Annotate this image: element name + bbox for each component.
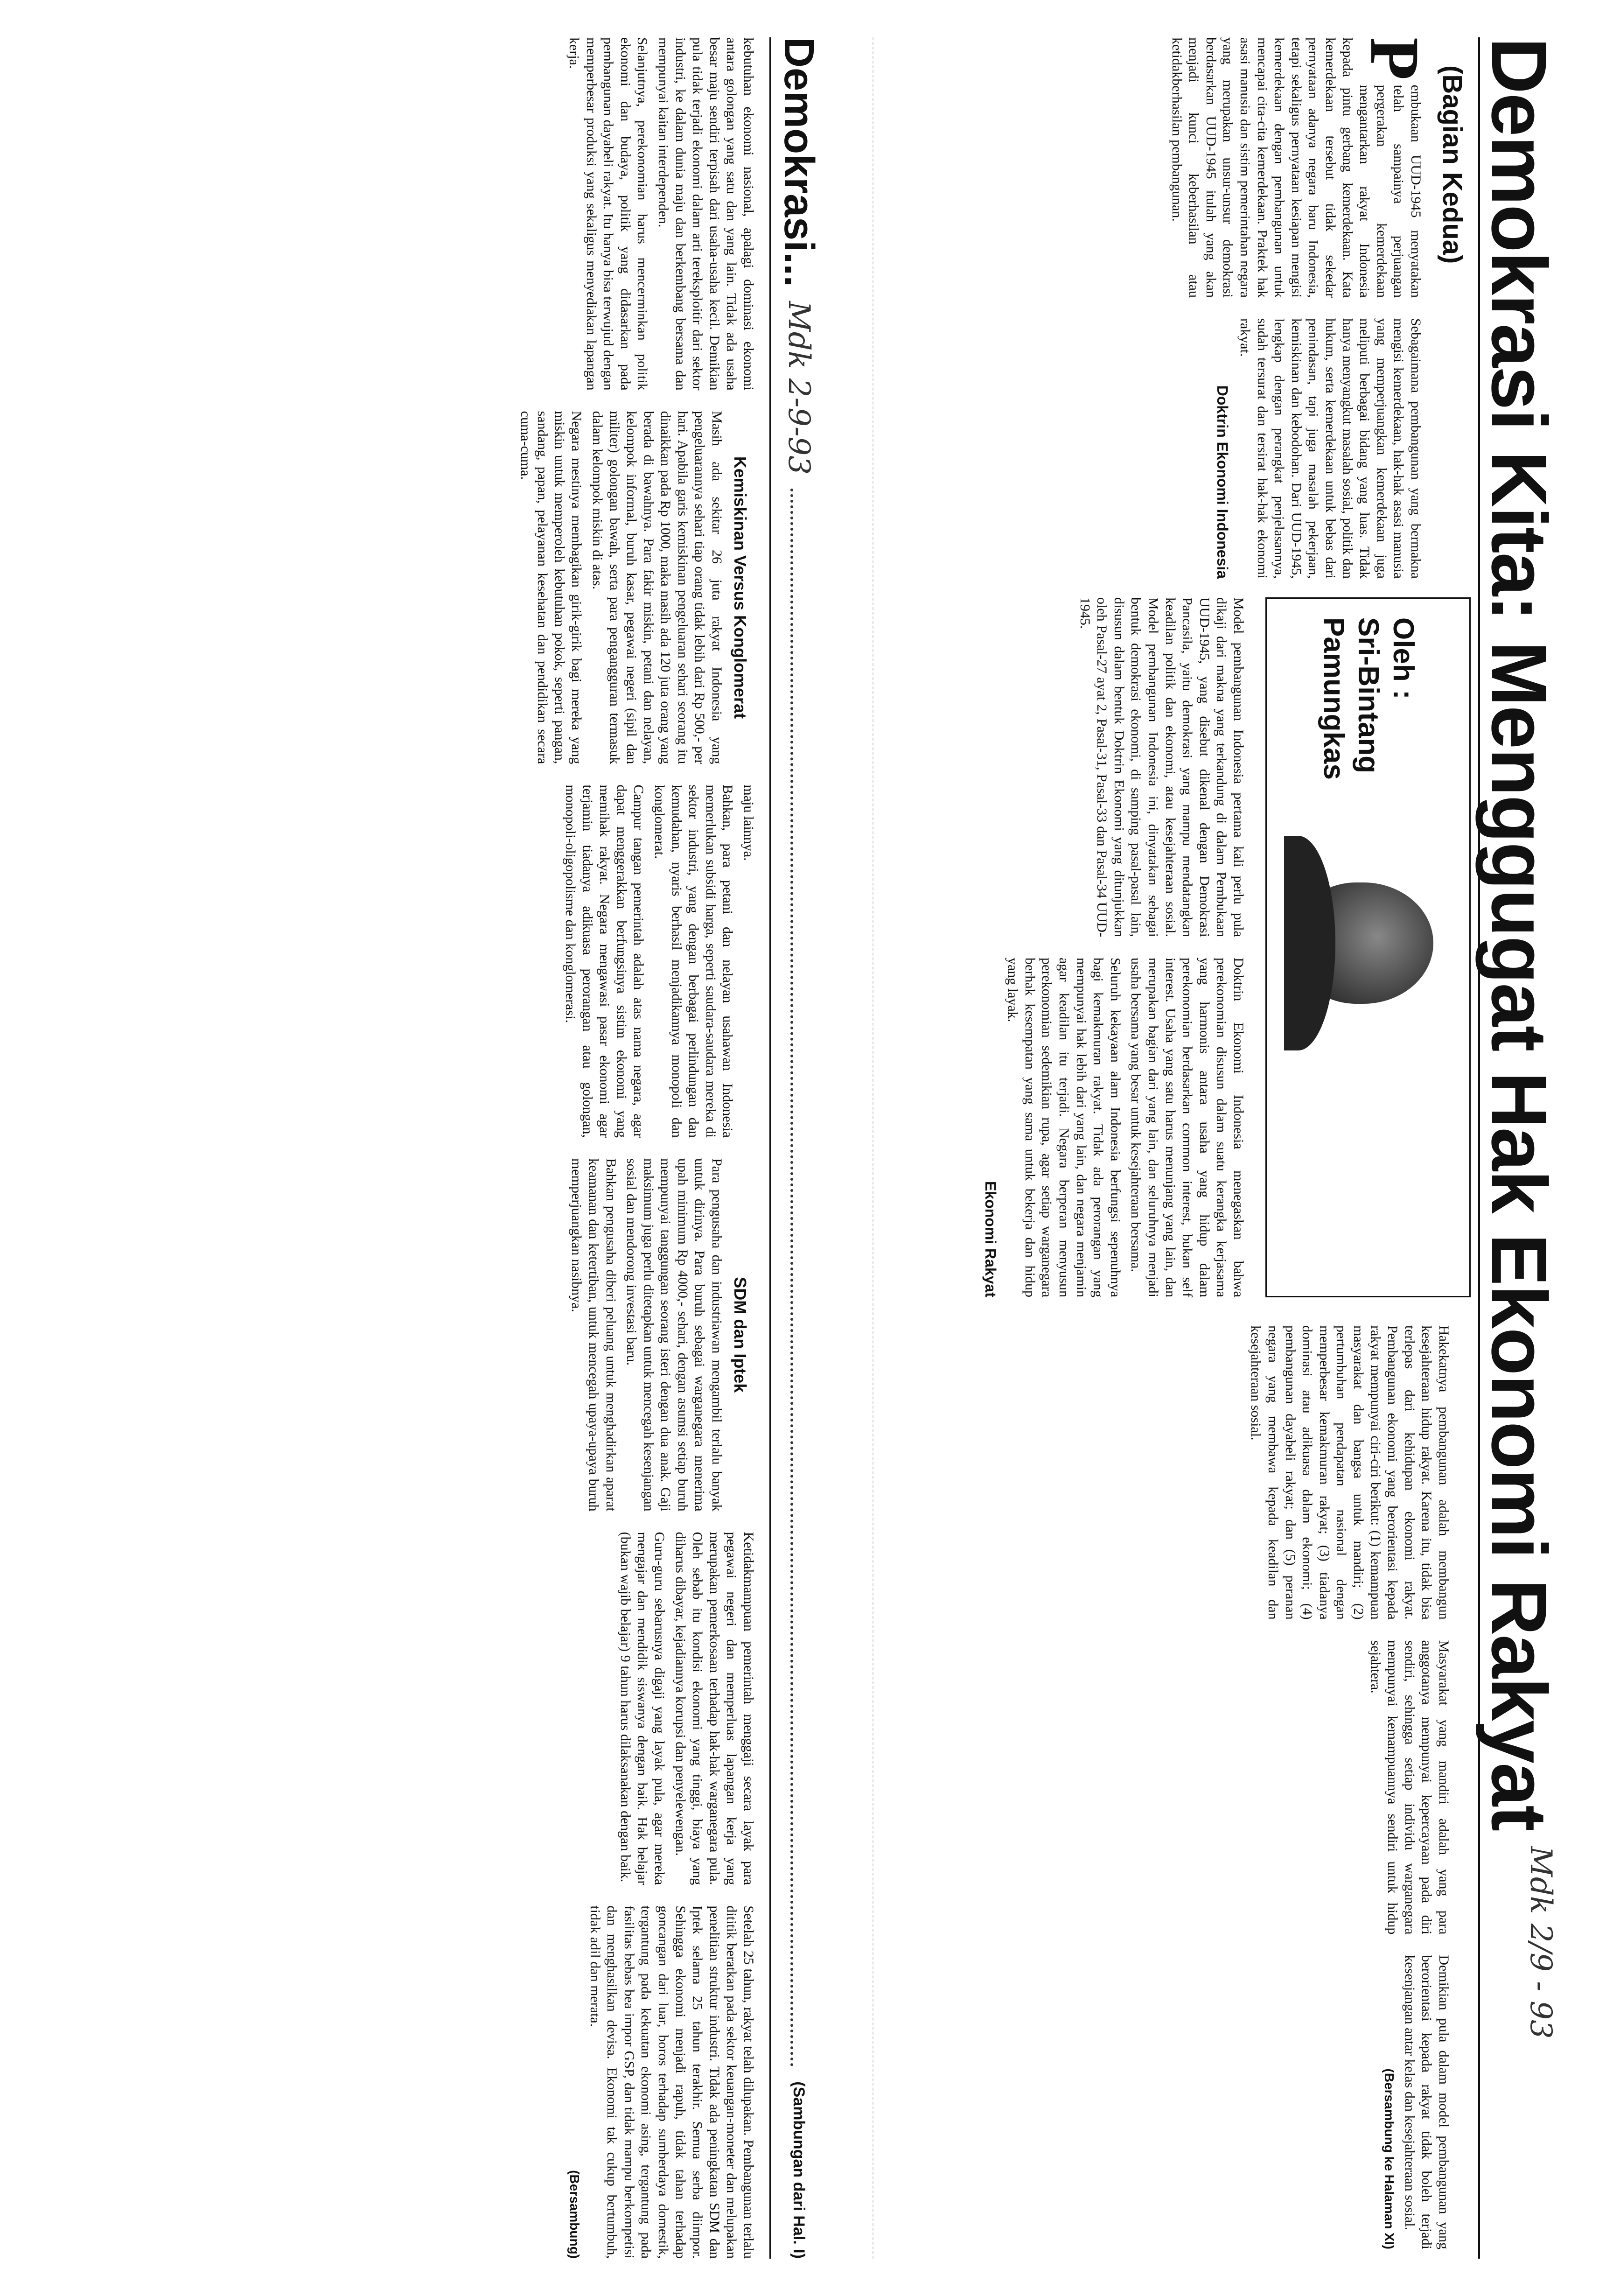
continuation-title: Demokrasi... [775,37,823,287]
headline: Demokrasi Kita: Menggugat Hak Ekonomi Rakyat [1475,37,1563,1831]
dotted-leader [790,489,793,2067]
paragraph: Doktrin Ekonomi Indonesia menegaskan bahwa perekonomian disusun dalam suatu kerangka kerjasama yang harmonis antara usaha yang hidup dalam perekonomian berdasarkan common interest, bukan self interest. Usaha yang satu harus menunjang yang lain, dan merupakan bagian dari yang lain, dan seluruhnya menjadi usaha bersama yang besar untuk kesejahteraan bersama. [1128,958,1246,1297]
handwritten-date-note: Mdk 2/9 - 93 [1523,1846,1558,2039]
handwritten-date-note: Mdk 2-9-93 [782,301,816,475]
column [1164,37,1433,298]
paragraph: Bahkan pengusaha diberi peluang untuk menghadirkan aparat keamanan dan ketertiban, untuk mencegah upaya-upaya buruh memperjuangkan nasibnya. [569,1158,619,1512]
paragraph: Bahkan, para petani dan nelayan usahawan Indonesia memerlukan subsidi harga, seperti saudara-saudara mereka di sektor industri, yang dengan berbagai perlindungan dan kemudahan, nyaris berhasil menjadikannya monopoli dan konglomerat. [652,784,736,1138]
continuation-header [769,37,827,2259]
byline-box [1265,597,1471,1297]
column [513,37,757,391]
column [1243,1640,1452,1935]
newspaper-sheet [24,37,1601,2259]
column [513,411,757,764]
column [513,1532,757,1885]
top-clipping [873,37,1601,2259]
paragraph: Seluruh kekayaan alam Indonesia berfungsi sepenuhnya bagi kemakmuran rakyat. Tidak ada perorangan yang mempunyai hak lebih dari yang lain, dan negara menjamin agar keadilan itu terjadi. Negara berperan menyusun perekonomian sedemikian rupa, agar setiap warganegara berhak kesempatan yang sama untuk bekerja dan hidup yang layak. [1005,958,1123,1297]
section-heading: Ekonomi Rakyat [982,1181,999,1297]
bottom-clipping [34,37,827,2259]
column [513,1905,757,2259]
top-middle-columns [978,597,1247,1297]
paragraph: Guru-guru sebarusnya digaji yang layak pula, agar mereka mengajar dan mendidik siswanya dengan baik. Hak belajar (bukan wajib belajar) 9 tahun harus dilaksanakan dengan baik. [617,1532,668,1885]
top-right-columns [1243,1325,1452,2249]
paragraph: Model pembangunan Indonesia pertama kali perlu pula dikaji dari makna yang terkandung di dalam Pembukaan UUD-1945, yang disebut dikenal dengan Demokrasi Pancasila, yaitu demokrasi yang mampu mendatangkan keadilan politik dan ekonomi, atau kesejahteraan sosial. Model pembangunan Indonesia ini, dinyatakan sebagai bentuk demokrasi ekonomi, di samping pasal-pasal lain, disusun dalam bentuk Doktrin Ekonomi yang ditunjukkan oleh Pasal-27 ayat 2, Pasal-31, Pasal-33 dan Pasal-34 UUD-1945. [1077,597,1246,937]
continued-note: (Bersambung ke Halaman XI) [1382,2068,1397,2249]
column [978,958,1247,1297]
section-heading: Kemiskinan Versus Konglomerat [731,456,750,719]
subheadline: (Bagian Kedua) [1437,65,1467,264]
author-name-line-1: Sri-Bintang [1352,617,1385,774]
paragraph: Selanjutnya, perekonomian harus mencerminkan politik ekonomi dan budaya, politik yang didasarkan pada pembangunan dayabeli rakyat. Itu hanya bisa terwujud dengan memperbesar produksi yang sekaligus menyediakan lapangan kerja. [566,37,650,391]
paragraph: Masyarakat yang mandiri adalah yang para anggotanya mempunyai kepercayaan pada diri sendiri, sehingga setiap individu warganegara mempunyai kemampuannya sendiri untuk hidup sejahtera. [1368,1640,1452,1935]
column [978,597,1247,937]
headline-band [1475,37,1601,2259]
paragraph: Ketidakmampuan pemerintah menggaji secara layak para pegawai negeri dan memperluas lapangan kerja yang merupakan pemerkosaan terhadap hak-hak warganegara pula. Oleh sebab itu kondisi ekonomi yang tinggi, biaya yang diharus dibayar, kejadiannya korupsi dan penyelewengan. [672,1532,756,1885]
paragraph: Pembukaan UUD-1945 menyatakan telah sampainya perjuangan pergerakan kemerdekaan mengantarkan rakyat Indonesia kepada pintu gerbang kemerdekaan. Kata kemerdekaan tersebut tidak sekedar pernyataan adanya negara baru Indonesia, tetapi sekaligus pernyataan kesiapan mengisi kemerdekaan dengan pembangunan untuk mencapai cita-cita kemerdekaan. Praktek hak asasi manusia dan sistim pemerintahan negara yang merupakan unsur-unsur demokrasi berdasarkan UUD-1945 itulah yang akan menjadi kunci keberhasilan atau ketidakberhasilan pembangunan. [1169,37,1433,298]
paragraph: Setelah 25 tahun, rakyat telah dilupakan. Pembangunan terlalu dititik beratkan pada sektor keuangan-moneter dan melupakan penelitian struktur industri. Tidak ada peningkatan SDM dan Iptek selama 25 tahun terakhir. Semua serba diimpor. Sehingga ekonomi menjadi rapuh, tidak tahan terhadap goncangan dari luar, boros terhadap sumberdaya domestik, tergantung pada kekuatan ekonomi asing, tergantung pada fasilitas bebas bea impor GSP, dan tidak mampu berkompetisi dan menghasilkan devisa. Ekonomi tak cukup bertumbuh, tidak adil dan merata. [587,1905,756,2259]
byline-label: Oleh : [1387,617,1419,700]
author-photo [1284,808,1452,1050]
column [1243,1955,1452,2249]
paragraph: kebutuhan ekonomi nasional, apalagi dominasi ekonomi antara golongan yang satu dan yang lain. Tidak ada usaha besar maju sendiri terpisah dari usaha-usaha kecil. Demikian pula tidak terjadi ekonomi dalam arti tereksploitir dari sektor industri, ke dalam dunia maju dan berkembang bersama dan mempunyai kaitan interdependen. [656,37,756,391]
top-left-columns [1164,37,1433,579]
section-heading: Doktrin Ekonomi Indonesia [1214,385,1231,579]
paragraph: Sebagaimana pembangunan yang bermakna mengisi kemerdekaan, hak-hak asasi manusia yang memperjuangkan kemerdekaan juga meliputi berbagai bidang yang luas. Tidak hanya menyangkut masalah sosial, politik dan hukum, serta kemerdekaan untuk bebas dari penindasan, tapi juga masalah pekerjaan, kemiskinan dan kebodohan. Dari UUD-1945, lengkap dengan perangkat penjelasannya, sudah tersurat dan tersirat hak-hak ekonomi rakyat. [1237,318,1424,579]
column [513,1158,757,1512]
paragraph: Demikian pula dalam model pembangunan yang berorientasi kepada rakyat tidak boleh terjadi kesenjangan antar kelas dan kesejahteraan sosial. [1402,1955,1452,2249]
bottom-columns [513,37,757,2259]
paragraph: Para pengusaha dan industriawan mengambil terlalu banyak untuk dirinya. Para buruh sebagai warganegara menerima upah minimum Rp 4000,- sehari, dengan asumsi setiap buruh mempunyai tanggungan seorang isteri dengan dua anak. Gaji maksimum juga perlu ditetapkan untuk mencegah kesenjangan sosial dan mendorong investasi baru. [624,1158,725,1512]
column [1164,318,1424,579]
paragraph: Hakekatnya pembangunan adalah membangun kesejahteraan hidup rakyat. Karena itu, tidak bisa terlepas dari kehidupan ekonomi rakyat. Pembangunan ekonomi yang berorientasi kepada rakyat mempunyai ciri-ciri berikut: (1) kemampuan masyarakat dan bangsa untuk mandiri; (2) pertumbuhan pendapatan nasional dengan memperbesar kemakmuran rakyat; (3) tiadanya dominasi atau adikuasa dalam ekonomi; (4) pembangunan dayabeli rakyat; dan (5) peranan negara yang membawa kepada keadilan dan kesejahteraan sosial. [1248,1325,1452,1620]
continued-from-note: (Sambungan dari Hal. I) [790,2081,808,2259]
author-photo-shoulders [1284,836,1335,1050]
section-heading: SDM dan Iptek [731,1277,750,1393]
paragraph: Campur tangan pemerintah adalah atas nama negara, agar dapat menggerakkan berfungsinya sistim ekonomi yang memihak rakyat. Negara mengawasi pasar ekonomi agar terjamin tiadanya adikuasa perorangan atau golongan, monopoli-oligopolisme dan konglomerasi. [563,784,647,1138]
column [1243,1325,1452,1620]
author-name-line-2: Pamungkas [1317,617,1350,780]
paragraph: Masih ada sekitar 26 juta rakyat Indonesia yang pengeluarannya sehari tiap orang tidak lebih dari Rp 500,- per hari. Apabila garis kemiskinan pengeluaran sehari seorang itu dinaikkan pada Rp 1000, maka masih ada 120 juta orang yang berada di bawahnya. Para fakir miskin, petani dan nelayan, kelompok informal, buruh kasar, pegawai negeri (sipil dan militer) golongan bawah, serta para pengangguran termasuk dalam kelompok miskin di atas. [589,411,725,764]
continued-note: (Bersambung) [567,2170,582,2259]
paragraph: maju lainnya. [741,784,756,861]
paragraph: Negara mestinya membagikan girik-girik bagi mereka yang miskin untuk memperoleh kebutuhan pokok, seperti pangan, sandang, papan, pelayanan kesehatan dan pendidikan secara cuma-cuma. [517,411,585,764]
byline [1316,617,1420,780]
column [513,784,757,1138]
